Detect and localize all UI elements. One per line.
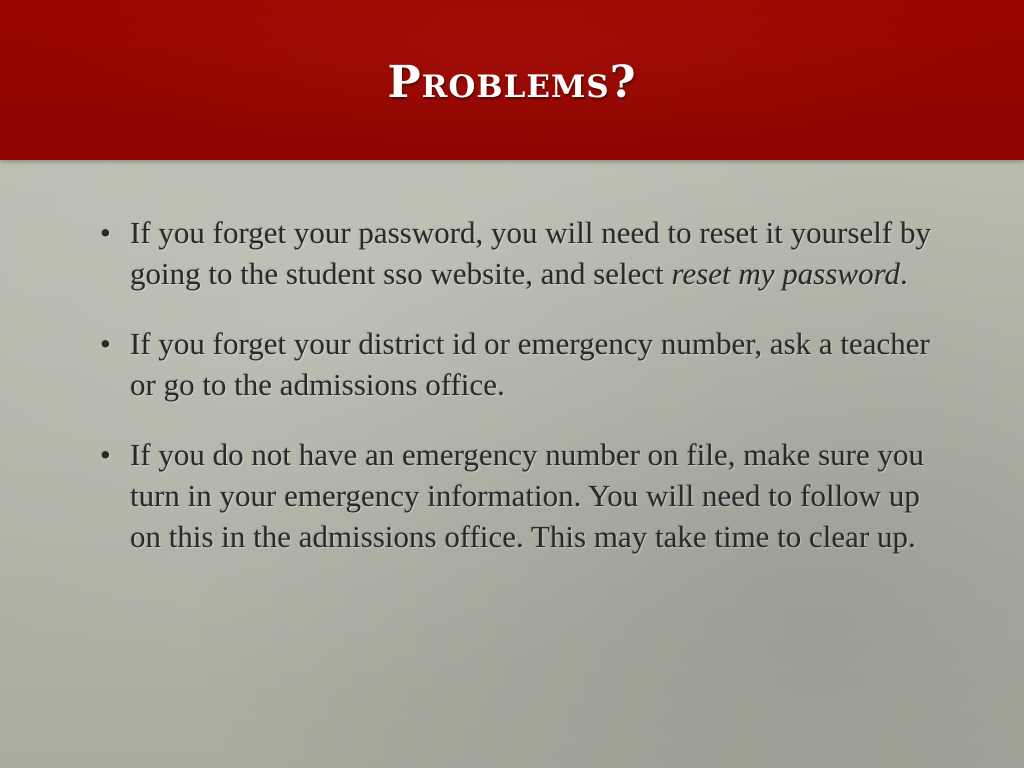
title-band xyxy=(0,0,1024,160)
bullet-icon: • xyxy=(100,215,111,250)
bullet-text: If you forget your password, you will need to reset it yourself by going to the student sso website, and select xyxy=(130,215,931,291)
bullet-text: If you do not have an emergency number on file, make sure you turn in your emergency information. You will need to follow up on this in the admissions office. This may take time to clear up. xyxy=(130,437,924,554)
bullet-item-district-id xyxy=(96,323,936,405)
bullet-list xyxy=(96,212,936,557)
bullet-emphasis: reset my password xyxy=(671,256,901,291)
slide-content xyxy=(96,212,936,586)
slide-title: Problems? xyxy=(387,57,637,108)
bullet-icon: • xyxy=(100,326,111,361)
bullet-trailing: . xyxy=(900,256,908,291)
bullet-icon: • xyxy=(100,437,111,472)
bullet-item-emergency-number xyxy=(96,434,936,557)
bullet-text: If you forget your district id or emergency number, ask a teacher or go to the admissions office. xyxy=(130,326,930,402)
bullet-item-password xyxy=(96,212,936,294)
